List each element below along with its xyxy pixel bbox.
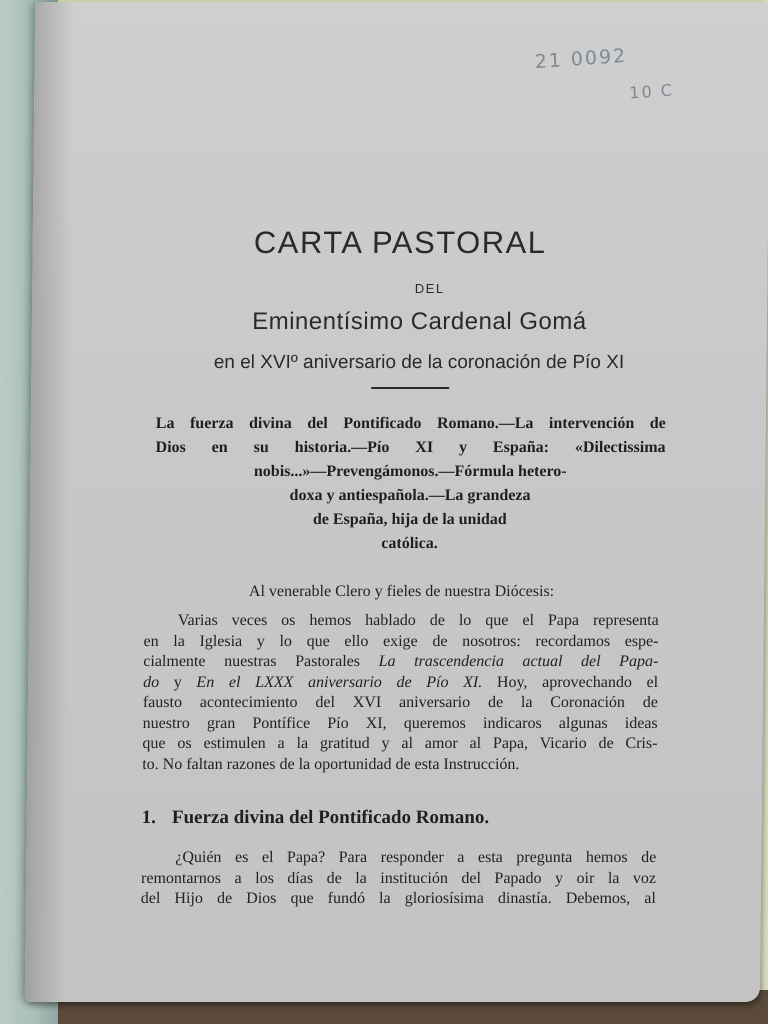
pastoral-title-end: do bbox=[143, 673, 160, 691]
line-text: y bbox=[159, 673, 197, 691]
title-connector: DEL bbox=[414, 281, 445, 296]
paragraph-line: del Hijo de Dios que fundó la gloriosísima dinastía. Debemos, al bbox=[140, 890, 656, 907]
paragraph-line bbox=[143, 652, 658, 673]
document-occasion: en el XVIº aniversario de la coronación de Pío XI bbox=[213, 352, 625, 373]
paragraph-section1 bbox=[141, 848, 657, 910]
paragraph-line: en la Iglesia y lo que ello exige de nosotros: recordamos espe- bbox=[143, 632, 659, 650]
pastoral-title: La trascendencia actual del Papa- bbox=[378, 653, 659, 670]
document-author: Eminentísimo Cardenal Gomá bbox=[252, 308, 587, 335]
summary-line: doxa y antiespañola.—La grandeza bbox=[289, 487, 531, 504]
paragraph-line: remontarnos a los días de la institución del Papado y oir la voz bbox=[140, 869, 657, 887]
paragraph-intro bbox=[142, 611, 659, 775]
paragraph-line: fausto acontecimiento del XVI aniversario de la Coronación de bbox=[142, 694, 658, 711]
summary-block bbox=[154, 412, 666, 556]
summary-line: Dios en su historia.—Pío XI y España: «Dilectissima bbox=[155, 439, 666, 456]
document-page bbox=[25, 2, 768, 1002]
document-title: CARTA PASTORAL bbox=[253, 225, 547, 260]
title-divider bbox=[371, 387, 449, 389]
summary-line: La fuerza divina del Pontificado Romano.—La intervención de bbox=[155, 415, 666, 432]
paragraph-line: to. No faltan razones de la oportunidad de esta Instrucción. bbox=[142, 755, 520, 773]
line-text: Hoy, aprovechando el bbox=[482, 673, 659, 691]
paragraph-line: que os estimulen a la gratitud y al amor al Papa, Vicario de Cris- bbox=[142, 735, 658, 752]
salutation: Al venerable Clero y fieles de nuestra Diócesis: bbox=[248, 583, 555, 600]
paragraph-line: nuestro gran Pontífice Pío XI, queremos indicaros algunas ideas bbox=[142, 714, 658, 732]
paragraph-line: Varias veces os hemos hablado de lo que el Papa representa bbox=[177, 612, 659, 629]
summary-line: católica. bbox=[381, 535, 438, 552]
paragraph-line bbox=[143, 673, 658, 694]
summary-line: de España, hija de la unidad bbox=[312, 511, 507, 528]
section-heading bbox=[142, 807, 490, 829]
line-text: cialmente nuestras Pastorales bbox=[143, 653, 379, 670]
handwritten-note: 21 0092 bbox=[534, 44, 628, 74]
handwritten-note: 10 C bbox=[628, 80, 675, 103]
section-title: Fuerza divina del Pontificado Romano. bbox=[171, 807, 490, 828]
summary-line: nobis...»—Prevengámonos.—Fórmula hetero- bbox=[253, 463, 567, 480]
pastoral-title: En el LXXX aniversario de Pío XI. bbox=[196, 673, 483, 691]
paragraph-line: ¿Quién es el Papa? Para responder a esta pregunta hemos de bbox=[175, 849, 657, 866]
section-number: 1. bbox=[141, 807, 157, 828]
